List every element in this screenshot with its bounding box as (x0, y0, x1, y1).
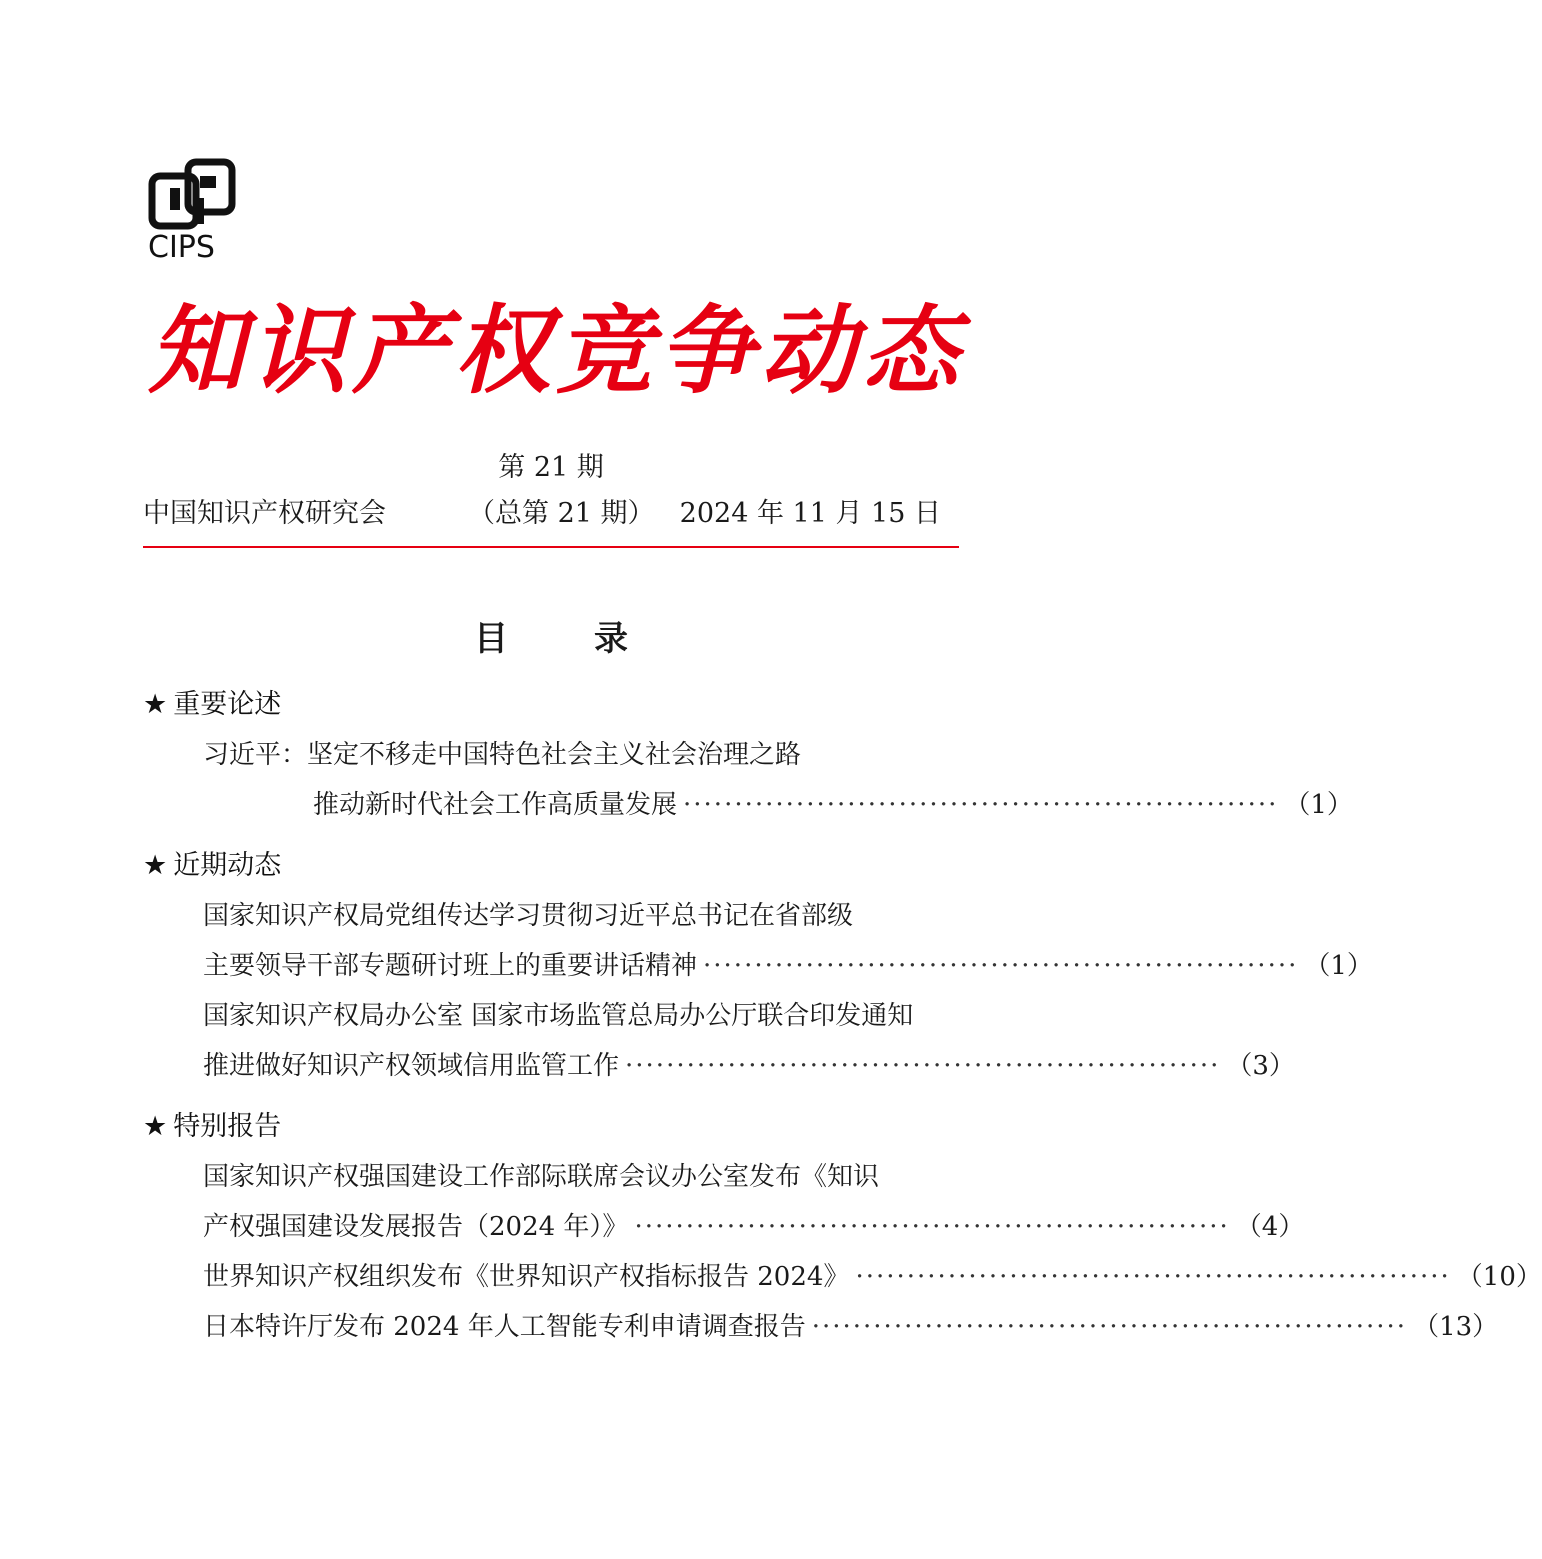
page-number: （3） (1226, 1051, 1295, 1081)
toc-section-1 (143, 685, 281, 725)
section-heading: 近期动态 (173, 850, 282, 881)
issue-number: 第 21 期 (498, 452, 604, 483)
leader-dots: ·························································· (625, 1051, 1221, 1081)
toc-section-2 (143, 846, 281, 886)
toc-entry-line: 国家知识产权强国建设工作部际联席会议办公室发布《知识 (203, 1162, 880, 1192)
star-icon: ★ (143, 1111, 168, 1142)
toc-title-char-1: 目 (474, 619, 508, 659)
toc-entry-line: 国家知识产权局办公室 国家市场监管总局办公厅联合印发通知 (203, 1001, 914, 1031)
leader-dots: ·························································· (683, 790, 1279, 820)
cips-logo (148, 158, 240, 268)
toc-title-char-2: 录 (594, 619, 628, 659)
page-number: （4） (1235, 1212, 1305, 1242)
toc-entry[interactable] (203, 1307, 1499, 1347)
toc-entry[interactable] (203, 1207, 1305, 1247)
header-divider (143, 546, 959, 548)
page-number: （1） (1304, 951, 1373, 981)
toc-entry[interactable] (313, 785, 1353, 825)
section-heading: 特别报告 (173, 1111, 282, 1142)
toc-entry-text: 推动新时代社会工作高质量发展 (313, 790, 678, 820)
toc-entry-text: 推进做好知识产权领域信用监管工作 (203, 1051, 620, 1081)
cips-logo-icon (148, 158, 240, 230)
star-icon: ★ (143, 689, 168, 720)
page-number: （1） (1284, 790, 1353, 820)
toc-entry-line: 国家知识产权局党组传达学习贯彻习近平总书记在省部级 (203, 901, 854, 931)
toc-entry-line: 习近平：坚定不移走中国特色社会主义社会治理之路 (203, 740, 802, 770)
leader-dots: ·························································· (855, 1262, 1451, 1292)
toc-entry-text: 主要领导干部专题研讨班上的重要讲话精神 (203, 951, 698, 981)
publisher-org: 中国知识产权研究会 (143, 498, 386, 529)
toc-title (0, 614, 1102, 664)
toc-section-3 (143, 1107, 281, 1147)
page-number: （13） (1413, 1312, 1499, 1342)
toc-entry-text: 产权强国建设发展报告（2024 年）》 (203, 1212, 629, 1242)
star-icon: ★ (143, 850, 168, 881)
leader-dots: ·························································· (703, 951, 1299, 981)
toc-entry-text: 日本特许厅发布 2024 年人工智能专利申请调查报告 (203, 1312, 806, 1342)
toc-entry[interactable] (203, 946, 1373, 986)
section-heading: 重要论述 (173, 689, 282, 720)
page-number: （10） (1456, 1262, 1542, 1292)
toc-entry[interactable] (203, 1257, 1542, 1297)
toc-entry[interactable] (203, 1046, 1295, 1086)
leader-dots: ·························································· (811, 1312, 1408, 1342)
logo-text: CIPS (148, 230, 215, 265)
issue-date: 2024 年 11 月 15 日 (679, 498, 941, 529)
total-issue: （总第 21 期） (468, 498, 655, 529)
issue-meta-row (143, 494, 959, 534)
toc-entry-text: 世界知识产权组织发布《世界知识产权指标报告 2024》 (203, 1262, 850, 1292)
issue-number-line (0, 448, 1102, 488)
masthead-title: 知识产权竞争动态 (148, 294, 964, 407)
leader-dots: ·························································· (634, 1212, 1230, 1242)
